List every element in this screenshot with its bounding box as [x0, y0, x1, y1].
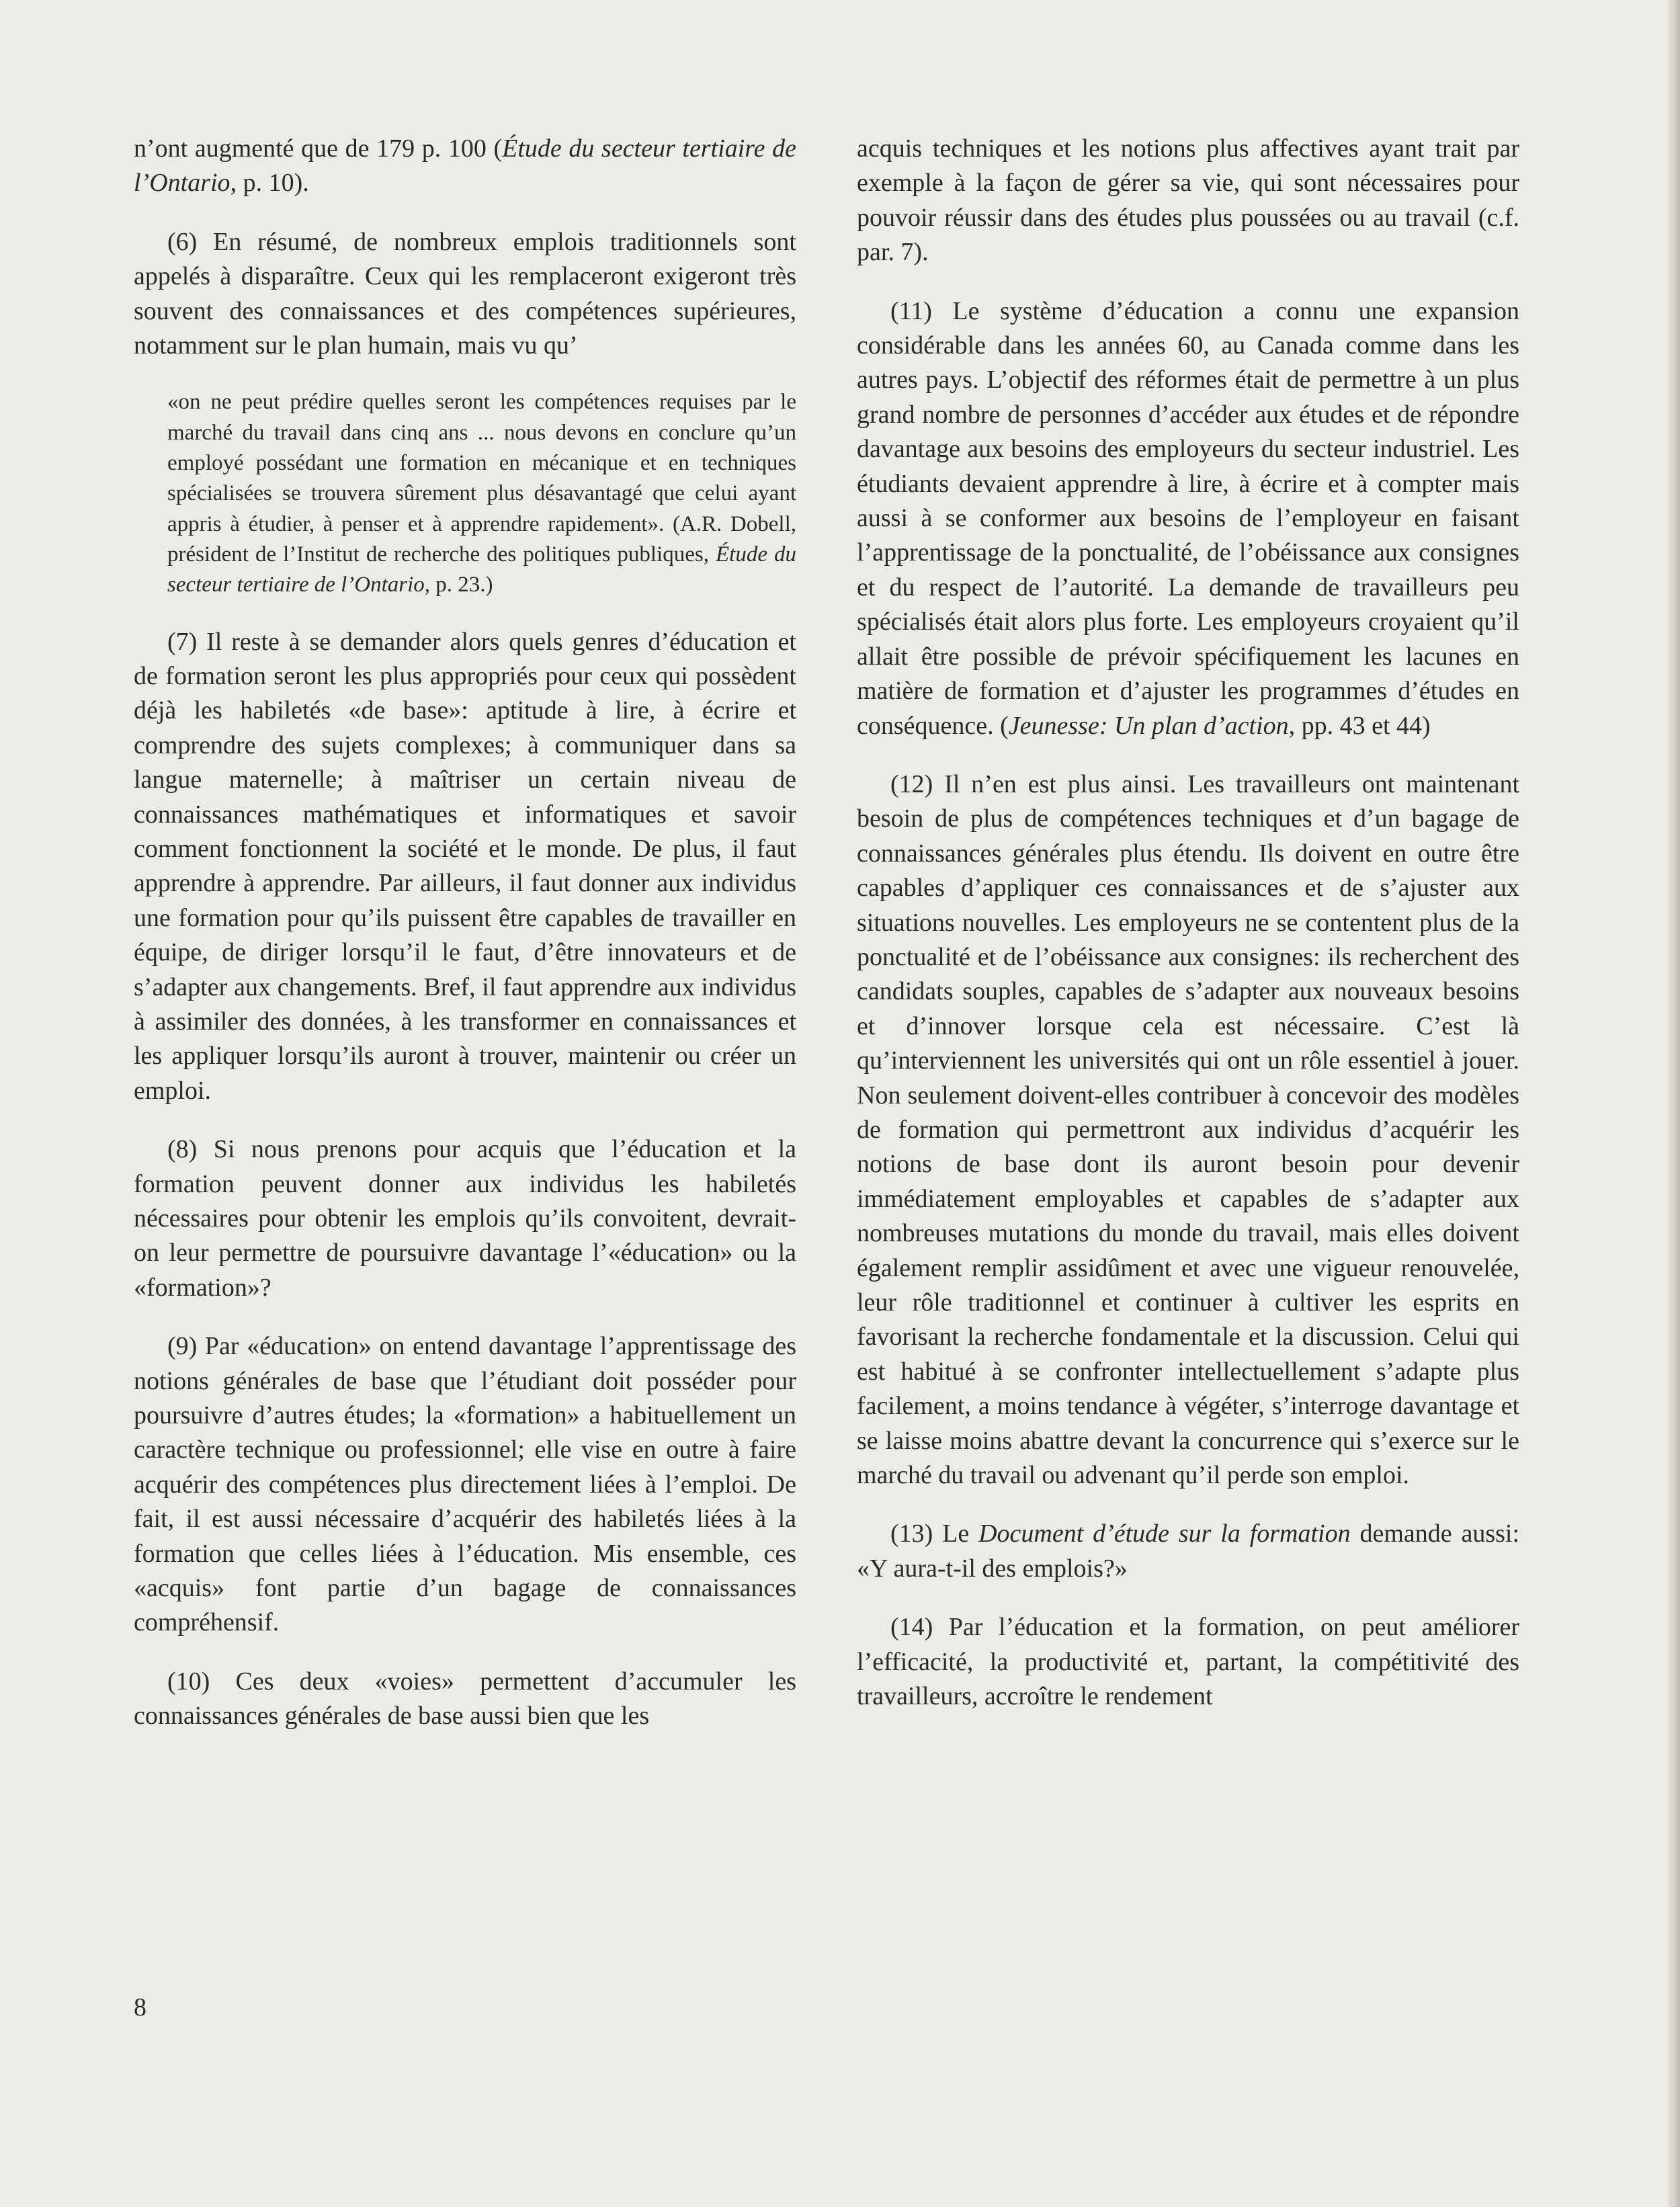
right-column [857, 132, 1519, 1738]
paragraph-9: (9) Par «éducation» on entend davantage l’apprentissage des notions générales de base que l’étudiant doit posséder pour poursuivre d’autres études; la «formation» a habituellement un caractère technique ou professionnel; elle vise en outre à faire acquérir des compétences plus directement liées à l’emploi. De fait, il est aussi nécessaire d’acquérir des habiletés liées à la formation que celles liées à l’éducation. Mis ensemble, ces «acquis» font partie d’un bagage de connaissances compréhensif. [134, 1332, 796, 1637]
paragraph-10: (10) Ces deux «voies» permettent d’accumuler les connaissances générales de base aussi bien que les [134, 1667, 796, 1731]
page-number: 8 [134, 1993, 146, 2022]
paragraph-10-continuation: acquis techniques et les notions plus affectives ayant trait par exemple à la façon de gérer sa vie, qui sont nécessaires pour pouvoir réussir dans des études plus poussées ou au travail (c.f. par. 7). [857, 134, 1519, 267]
paragraph-6: (6) En résumé, de nombreux emplois traditionnels sont appelés à disparaître. Ceux qui les remplaceront exigeront très souvent des connaissances et des compétences supérieures, notamment sur le plan humain, mais vu qu’ [134, 227, 796, 360]
paragraph-13: (13) Le Document d’étude sur la formation demande aussi: «Y aura-t-il des emplois?» [857, 1519, 1520, 1583]
paragraph-8: (8) Si nous prenons pour acquis que l’éducation et la formation peuvent donner aux individus les habiletés nécessaires pour obtenir les emplois qu’ils convoitent, devrait-on leur permettre de poursuivre davantage l’«éducation» ou la «formation»? [134, 1135, 796, 1302]
page-edge [1668, 0, 1680, 2207]
paragraph-7: (7) Il reste à se demander alors quels genres d’éducation et de formation seront les plus appropriés pour ceux qui possèdent déjà les habiletés «de base»: aptitude à lire, à écrire et comprendre des sujets complexes; à communiquer dans sa langue maternelle; à maîtriser un certain niveau de connaissances mathématiques et informatiques et savoir comment fonctionnent la société et le monde. De plus, il faut apprendre à apprendre. Par ailleurs, il faut donner aux individus une formation pour qu’ils puissent être capables de travailler en équipe, de diriger lorsqu’il le faut, d’être innovateurs et de s’adapter aux changements. Bref, il faut apprendre aux individus à assimiler des données, à les transformer en connaissances et les appliquer lorsqu’ils auront à trouver, maintenir ou créer un emploi. [134, 627, 796, 1105]
paragraph-11: (11) Le système d’éducation a connu une expansion considérable dans les années 60, au Canada comme dans les autres pays. L’objectif des réformes était de permettre à un plus grand nombre de personnes d’accéder aux études et de répondre davantage aux besoins des employeurs du secteur industriel. Les étudiants devaient apprendre à lire, à écrire et à compter mais aussi à se conformer aux besoins de l’employeur en faisant l’apprentissage de la ponctualité, de l’obéissance aux consignes et du respect de l’autorité. La demande de travailleurs peu spécialisés était alors plus forte. Les employeurs croyaient qu’il allait être possible de prévoir spécifiquement les lacunes en matière de formation et d’ajuster les programmes d’études en conséquence. (Jeunesse: Un plan d’action, pp. 43 et 44) [857, 296, 1519, 740]
paragraph-continuation: n’ont augmenté que de 179 p. 100 (Étude du secteur tertiaire de l’Ontario, p. 10). [134, 134, 796, 198]
left-column [134, 132, 796, 1758]
block-quote: «on ne peut prédire quelles seront les compétences requises par le marché du travail dans cinq ans ... nous devons en conclure qu’un employé possédant une formation en mécanique et en techniques spécialisées se trouvera sûrement plus désavantagé que celui ayant appris à étudier, à penser et à apprendre rapidement». (A.R. Dobell, président de l’Institut de recherche des politiques publiques, Étude du secteur tertiaire de l’Ontario, p. 23.) [167, 390, 796, 597]
paragraph-12: (12) Il n’en est plus ainsi. Les travailleurs ont maintenant besoin de plus de compétences techniques et d’un bagage de connaissances générales plus étendu. Ils doivent en outre être capables d’appliquer ces connaissances et de s’ajuster aux situations nouvelles. Les employeurs ne se contentent plus de la ponctualité et de l’obéissance aux consignes: ils recherchent des candidats souples, capables de s’adapter aux nouveaux besoins et d’innover lorsque cela est nécessaire. C’est là qu’interviennent les universités qui ont un rôle essentiel à jouer. Non seulement doivent-elles contribuer à concevoir des modèles de formation qui permettront aux individus d’acquérir les notions de base dont ils auront besoin pour devenir immédiatement employables et capables de s’adapter aux nombreuses mutations du monde du travail, mais elles doivent également remplir assidûment et avec une vigueur renouvelée, leur rôle traditionnel et continuer à cultiver les esprits en favorisant la recherche fondamentale et la discussion. Celui qui est habitué à se confronter intellectuellement s’adapte plus facilement, a moins tendance à végéter, s’interroge davantage et se laisse moins abattre devant la concurrence qui s’exerce sur le marché du travail ou advenant qu’il perde son emploi. [857, 769, 1519, 1490]
paragraph-14: (14) Par l’éducation et la formation, on peut améliorer l’efficacité, la productivité et, partant, la compétitivité des travailleurs, accroître le rendement [857, 1613, 1519, 1711]
